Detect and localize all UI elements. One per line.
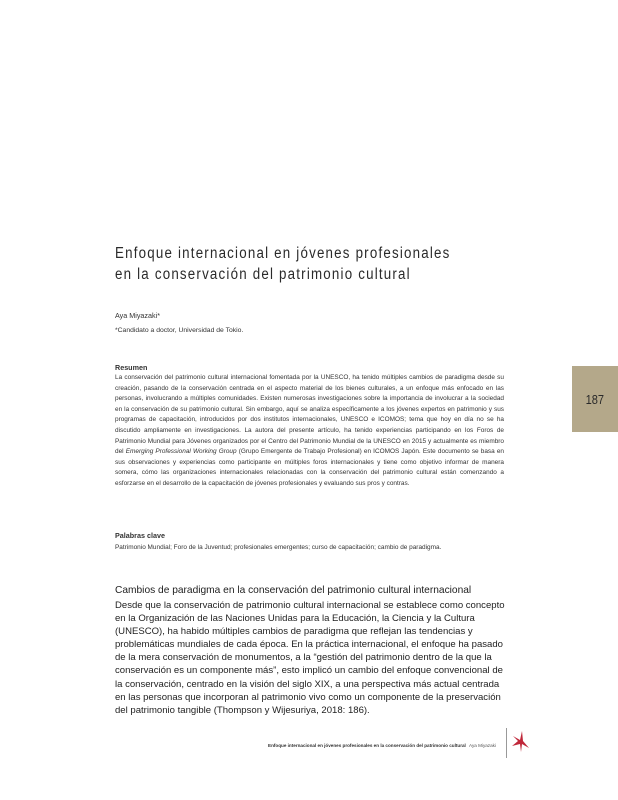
author-affiliation: *Candidato a doctor, Universidad de Tokio. [115,327,244,334]
footer-divider [506,728,507,758]
article-title: Enfoque internacional en jóvenes profesionales en la conservación del patrimonio cultural [115,245,451,283]
page-number-tab [572,366,618,432]
crane-bird-shape [512,731,529,752]
section-paragraph: Desde que la conservación de patrimonio cultural internacional se establece como concepto en la Organización de las Naciones Unidas para la Educación, la Ciencia y la Cultura (UNESCO), ha habido múltiples cambios de paradigma que reflejan las tendencias y problemáticas mundiales de cada época. En la práctica internacional, el enfoque ha pasado de la mera conservación de monumentos, a la “gestión del patrimonio dentro de la que la conservación es un componente más”, esto implicó un cambio del enfoque convencional de la conservación, centrado en la visión del siglo XIX, a una perspectiva más actual centrada en las personas que incorporan al patrimonio vivo como un componente de la preservación del patrimonio tangible (Thompson y Wijesuriya, 2018: 186). [115,600,505,716]
crane-bird-icon [510,727,532,753]
section-heading: Cambios de paradigma en la conservación del patrimonio cultural internacional [115,585,472,596]
abstract-text-part-2: (Grupo Emergente de Trabajo Profesional) en ICOMOS Japón. Este documento se basa en sus observaciones y experiencias como participante en múltiples foros internacionales y tiene como objetivo informar de manera somera, cómo las organizaciones internacionales relacionadas con la conservación del patrimonio cultural están comenzando a esforzarse en el desarrollo de la capacitación de jóvenes profesionales y evaluando sus pros y contras. [115,448,505,487]
abstract-emphasis: Emerging Professional Working Group [125,448,237,456]
author-name: Aya Miyazaki* [115,311,161,320]
page-number: 187 [585,391,605,407]
abstract-text-part-1: La conservación del patrimonio cultural internacional fomentada por la UNESCO, ha tenido múltiples cambios de paradigma desde su creación, pasando de la conservación centrada en el aspecto material de los bienes culturales, a un enfoque más enfocado en las personas, involucrando a múltiples comunidades. Existen numerosas investigaciones sobre la importancia de involucrar a la sociedad en la conservación de su patrimonio cultural. Sin embargo, aquí se analiza específicamente a los jóvenes expertos en patrimonio y sus programas de capacitación, introducidos por dos institutos internacionales, UNESCO e ICOMOS; tema que hoy en día no se ha discutido ampliamente en investigaciones. La autora del presente artículo, ha tenido experiencias participando en los Foros de Patrimonio Mundial para Jóvenes organizados por el Centro del Patrimonio Mundial de la UNESCO en 2015 y actualmente es miembro del [115,374,504,456]
keywords-text: Patrimonio Mundial; Foro de la Juventud; profesionales emergentes; curso de capacitación; cambio de paradigma. [115,544,442,551]
abstract-text [115,373,504,490]
keywords-heading: Palabras clave [115,531,165,540]
abstract-heading: Resumen [115,363,148,372]
footer-running-title: Enfoque internacional en jóvenes profesionales en la conservación del patrimonio cultural [268,743,466,748]
footer-author: Aya Miyazaki [469,743,496,748]
